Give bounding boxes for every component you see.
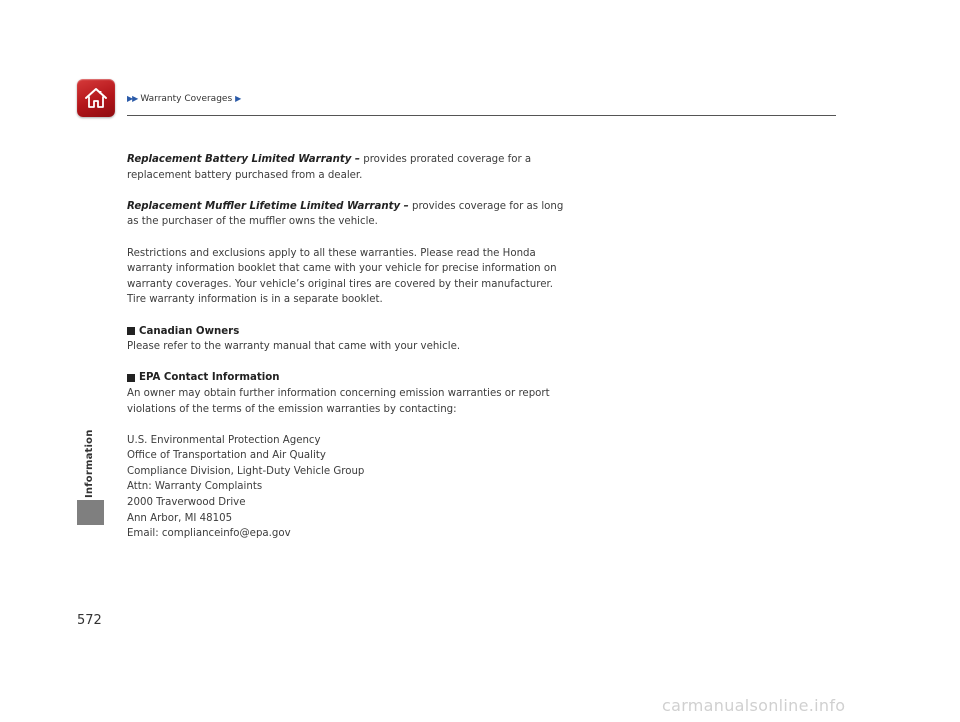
- sidebar-section-tab[interactable]: [77, 500, 104, 525]
- square-bullet-icon: [127, 327, 135, 335]
- canadian-owners-text: Please refer to the warranty manual that came with your vehicle.: [127, 341, 461, 353]
- square-bullet-icon: [127, 374, 135, 382]
- epa-address: [127, 433, 567, 542]
- restrictions-paragraph: Restrictions and exclusions apply to all these warranties. Please read the Honda warranty information booklet that came with your vehicle for precise information on warranty coverages. Your vehicle’s original tires are covered by their manufacturer. Tire warranty information is in a separate booklet.: [127, 247, 557, 306]
- triangle-right-icon: ▶▶: [127, 94, 138, 103]
- breadcrumb-link[interactable]: Warranty Coverages: [140, 94, 233, 104]
- address-email[interactable]: Email: complianceinfo@epa.gov: [127, 528, 291, 540]
- header-divider: [127, 115, 836, 116]
- page-content: [127, 152, 567, 542]
- address-line: Office of Transportation and Air Quality: [127, 450, 326, 462]
- muffler-warranty-text: provides coverage for as long as the purchaser of the muffler owns the vehicle.: [127, 200, 564, 228]
- address-line: U.S. Environmental Protection Agency: [127, 434, 321, 446]
- canadian-owners-heading: [127, 324, 567, 340]
- address-line: Compliance Division, Light-Duty Vehicle Group: [127, 465, 365, 477]
- battery-warranty-paragraph: [127, 152, 567, 183]
- battery-warranty-term: Replacement Battery Limited Warranty –: [127, 154, 361, 165]
- address-line: Ann Arbor, MI 48105: [127, 512, 233, 524]
- address-line: Attn: Warranty Complaints: [127, 481, 263, 493]
- canadian-owners-heading-text: Canadian Owners: [139, 325, 240, 337]
- breadcrumb: [127, 94, 241, 104]
- sidebar-section-label: Information: [84, 429, 95, 498]
- home-icon: [83, 86, 109, 110]
- address-line: 2000 Traverwood Drive: [127, 497, 246, 509]
- epa-contact-text: An owner may obtain further information concerning emission warranties or report violations of the terms of the emission warranties by contacting:: [127, 387, 550, 415]
- epa-contact-heading: [127, 370, 567, 386]
- battery-warranty-text: provides prorated coverage for a replacement battery purchased from a dealer.: [127, 154, 532, 181]
- epa-contact-heading-text: EPA Contact Information: [139, 372, 280, 384]
- muffler-warranty-paragraph: [127, 199, 567, 230]
- watermark: carmanualsonline.info: [662, 696, 846, 715]
- muffler-warranty-term: Replacement Muffler Lifetime Limited Warranty –: [127, 200, 409, 212]
- page-number: 572: [77, 613, 102, 628]
- home-button[interactable]: [77, 79, 115, 117]
- triangle-right-icon: ▶: [235, 94, 242, 103]
